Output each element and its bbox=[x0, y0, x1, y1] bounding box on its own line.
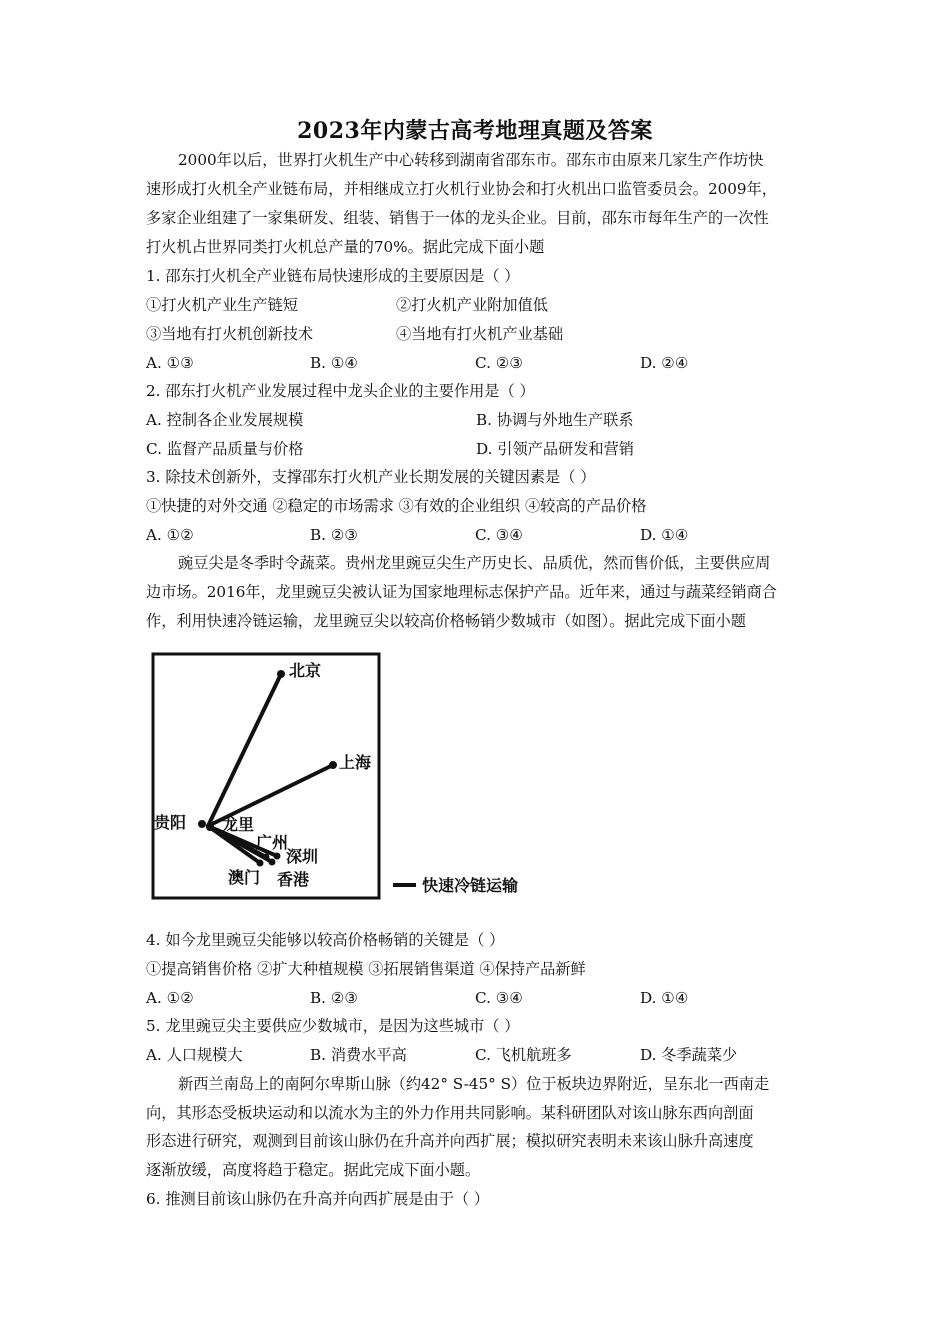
q2-option-d[interactable]: D. 引领产品研发和营销 bbox=[476, 440, 634, 458]
q1-item: ④当地有打火机产业基础 bbox=[396, 325, 564, 343]
map-frame bbox=[153, 654, 379, 898]
q2-option-c[interactable]: C. 监督产品质量与价格 bbox=[146, 440, 304, 458]
passage3-line: 向，其形态受板块运动和以流水为主的外力作用共同影响。某科研团队对该山脉东西向剖面 bbox=[146, 1104, 754, 1122]
label-guiyang: 贵阳 bbox=[154, 813, 187, 832]
question-4-stem: 4. 如今龙里豌豆尖能够以较高价格畅销的关键是（ ） bbox=[146, 931, 505, 949]
q1-option-d[interactable]: D. ②④ bbox=[640, 354, 689, 372]
page-title: 2023年内蒙古高考地理真题及答案 bbox=[297, 118, 653, 144]
passage2-line: 作，利用快速冷链运输，龙里豌豆尖以较高价格畅销少数城市（如图）。据此完成下面小题 bbox=[146, 612, 746, 630]
label-hongkong: 香港 bbox=[277, 870, 310, 889]
passage3-line: 逐渐放缓，高度将趋于稳定。据此完成下面小题。 bbox=[146, 1161, 481, 1179]
macau-dot bbox=[257, 860, 264, 867]
q5-option-c[interactable]: C. 飞机航班多 bbox=[475, 1046, 572, 1064]
route-beijing bbox=[208, 674, 281, 826]
passage3-line: 新西兰南岛上的南阿尔卑斯山脉（约42° S-45° S）位于板块边界附近，呈东北一西南走 bbox=[178, 1075, 770, 1093]
question-5-stem: 5. 龙里豌豆尖主要供应少数城市，是因为这些城市（ ） bbox=[146, 1017, 520, 1035]
passage1-line: 速形成打火机全产业链布局，并相继成立打火机行业协会和打火机出口监管委员会。2009年， bbox=[146, 180, 777, 198]
q5-option-d[interactable]: D. 冬季蔬菜少 bbox=[640, 1046, 738, 1064]
q2-option-b[interactable]: B. 协调与外地生产联系 bbox=[476, 411, 634, 429]
guangzhou-dot bbox=[263, 854, 270, 861]
passage3-line: 形态进行研究，观测到目前该山脉仍在升高并向西扩展；模拟研究表明未来该山脉升高速度 bbox=[146, 1132, 754, 1150]
question-6-stem: 6. 推测目前该山脉仍在升高并向西扩展是由于（ ） bbox=[146, 1190, 490, 1208]
label-beijing: 北京 bbox=[289, 661, 322, 680]
label-shanghai: 上海 bbox=[339, 753, 372, 772]
q5-option-a[interactable]: A. 人口规模大 bbox=[146, 1046, 243, 1064]
passage2-line: 边市场。2016年，龙里豌豆尖被认证为国家地理标志保护产品。近年来，通过与蔬菜经销商合 bbox=[146, 583, 777, 601]
hongkong-dot bbox=[269, 859, 276, 866]
q2-option-a[interactable]: A. 控制各企业发展规模 bbox=[146, 411, 304, 429]
question-3-stem: 3. 除技术创新外，支撑邵东打火机产业长期发展的关键因素是（ ） bbox=[146, 468, 596, 486]
passage2-line: 豌豆尖是冬季时令蔬菜。贵州龙里豌豆尖生产历史长、品质优，然而售价低，主要供应周 bbox=[178, 554, 771, 572]
beijing-dot bbox=[277, 670, 285, 678]
q4-option-a[interactable]: A. ①② bbox=[146, 989, 194, 1007]
label-macau: 澳门 bbox=[228, 868, 261, 887]
passage1-line: 多家企业组建了一家集研发、组装、销售于一体的龙头企业。目前，邵东市每年生产的一次性 bbox=[146, 209, 769, 227]
cold-chain-map bbox=[140, 644, 540, 908]
legend-label: 快速冷链运输 bbox=[422, 876, 519, 895]
label-shenzhen: 深圳 bbox=[286, 847, 319, 866]
q1-option-b[interactable]: B. ①④ bbox=[310, 354, 359, 372]
label-guangzhou: 广州 bbox=[256, 833, 289, 852]
q3-option-b[interactable]: B. ②③ bbox=[310, 526, 359, 544]
q1-item: ③当地有打火机创新技术 bbox=[146, 325, 314, 343]
q3-items: ①快捷的对外交通 ②稳定的市场需求 ③有效的企业组织 ④较高的产品价格 bbox=[146, 497, 647, 515]
question-2-stem: 2. 邵东打火机产业发展过程中龙头企业的主要作用是（ ） bbox=[146, 382, 535, 400]
q1-option-a[interactable]: A. ①③ bbox=[146, 354, 194, 372]
q4-option-c[interactable]: C. ③④ bbox=[475, 989, 523, 1007]
q3-option-d[interactable]: D. ①④ bbox=[640, 526, 689, 544]
question-1-stem: 1. 邵东打火机全产业链布局快速形成的主要原因是（ ） bbox=[146, 267, 520, 285]
q1-item: ②打火机产业附加值低 bbox=[396, 296, 548, 314]
guiyang-dot bbox=[198, 820, 206, 828]
q4-items: ①提高销售价格 ②扩大种植规模 ③拓展销售渠道 ④保持产品新鲜 bbox=[146, 960, 586, 978]
q3-option-c[interactable]: C. ③④ bbox=[475, 526, 523, 544]
q4-option-d[interactable]: D. ①④ bbox=[640, 989, 689, 1007]
q1-option-c[interactable]: C. ②③ bbox=[475, 354, 523, 372]
label-longli: 龙里 bbox=[222, 815, 255, 834]
q3-option-a[interactable]: A. ①② bbox=[146, 526, 194, 544]
q4-option-b[interactable]: B. ②③ bbox=[310, 989, 359, 1007]
passage1-line: 打火机占世界同类打火机总产量的70%。据此完成下面小题 bbox=[146, 238, 545, 256]
longli-dot bbox=[206, 823, 214, 831]
shenzhen-dot bbox=[274, 853, 281, 860]
passage1-line: 2000年以后，世界打火机生产中心转移到湖南省邵东市。邵东市由原来几家生产作坊快 bbox=[178, 151, 764, 169]
q5-option-b[interactable]: B. 消费水平高 bbox=[310, 1046, 407, 1064]
q1-item: ①打火机产业生产链短 bbox=[146, 296, 298, 314]
shanghai-dot bbox=[329, 761, 337, 769]
